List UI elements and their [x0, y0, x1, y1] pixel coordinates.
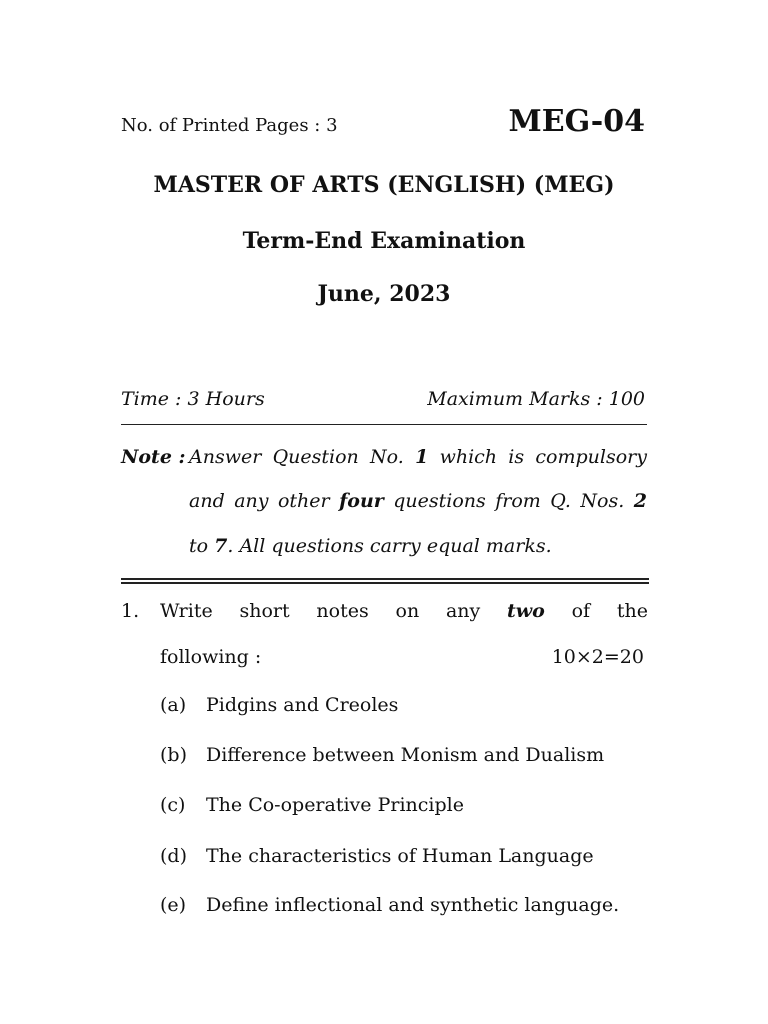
note-label: Note : — [121, 446, 186, 468]
note-text: questions from Q. Nos. — [383, 490, 634, 512]
maximum-marks: Maximum Marks : 100 — [427, 388, 645, 410]
item-label-d: (d) — [160, 845, 187, 867]
double-divider-top — [121, 578, 649, 580]
note-line-3 — [189, 535, 552, 557]
question-marks: 10×2=20 — [551, 646, 644, 668]
degree-title: MASTER OF ARTS (ENGLISH) (MEG) — [153, 172, 615, 198]
note-emphasis: 1 — [415, 446, 429, 468]
note-line-1 — [189, 446, 647, 468]
note-text: . All questions carry equal marks. — [227, 535, 552, 557]
question-emphasis: two — [507, 600, 545, 622]
note-text: and any other — [189, 490, 340, 512]
double-divider-bottom — [121, 582, 649, 584]
item-label-c: (c) — [160, 794, 186, 816]
item-text-e: Define inflectional and synthetic language. — [206, 894, 620, 916]
note-emphasis: four — [339, 490, 384, 512]
time-allowed: Time : 3 Hours — [121, 388, 265, 410]
note-emphasis: 2 — [633, 490, 647, 512]
printed-pages: No. of Printed Pages : 3 — [121, 115, 338, 136]
note-emphasis: 7 — [214, 535, 228, 557]
item-label-a: (a) — [160, 694, 187, 716]
question-text: of the — [544, 600, 648, 622]
question-text: Write short notes on any — [160, 600, 508, 622]
course-code: MEG-04 — [508, 104, 645, 139]
exam-session: June, 2023 — [317, 281, 451, 307]
item-text-a: Pidgins and Creoles — [206, 694, 399, 716]
question-line-1 — [160, 600, 648, 622]
question-number: 1. — [121, 600, 140, 622]
item-text-c: The Co-operative Principle — [206, 794, 464, 816]
note-text: which is compulsory — [428, 446, 647, 468]
item-text-b: Difference between Monism and Dualism — [206, 744, 605, 766]
item-text-d: The characteristics of Human Language — [206, 845, 594, 867]
question-line-2: following : — [160, 646, 262, 668]
item-label-b: (b) — [160, 744, 187, 766]
exam-title: Term-End Examination — [242, 228, 526, 254]
note-line-2 — [189, 490, 647, 512]
note-text: to — [189, 535, 215, 557]
item-label-e: (e) — [160, 894, 187, 916]
note-text: Answer Question No. — [189, 446, 416, 468]
divider — [121, 424, 647, 425]
